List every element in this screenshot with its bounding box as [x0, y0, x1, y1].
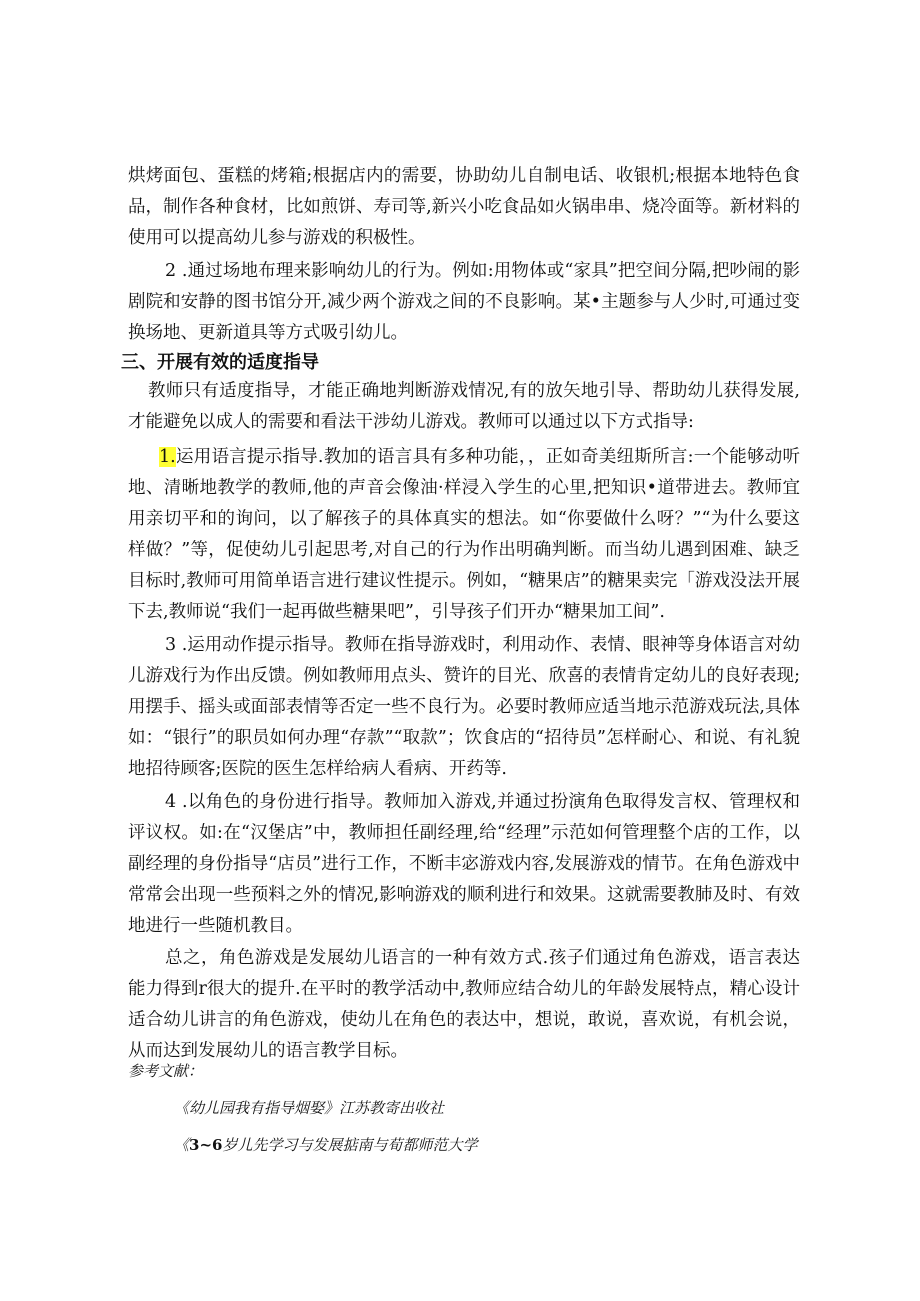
reference-item-2: [174, 1134, 477, 1156]
paragraph-language-guidance-text: 运用语言提示指导.教加的语言具有多种功能，，正如奇美纽斯所言:一个能够动听地、清晰地教学的教师,他的声音会像油·样浸入学生的心里,把知识•道带进去。教师宜用亲切平和的询问，以了解孩子的具体真实的想法。如“你要做什么呀？”“为什么要这样做？”等，促使幼儿引起思考,对自己的行为作出明确判断。而当幼儿遇到困难、缺乏目标时,教师可用简单语言进行建议性提示。例如，“糖果店”的糖果卖完「游戏没法开展下去,教师说“我们一起再做些糖果吧”，引导孩子们开办“糖果加工间”.: [128, 447, 800, 622]
reference-item-2-age-range: 3~6: [189, 1136, 223, 1154]
highlighted-number: 1.: [159, 447, 176, 467]
paragraph-action-guidance: 3 .运用动作提示指导。教师在指导游戏时，利用动作、表情、眼神等身体语言对幼儿游戏行为作出反馈。例如教师用点头、赞许的目光、欣喜的表情肯定幼儿的良好表现;用摆手、摇头或面部表情等否定一些不良行为。必要时教师应适当地示范游戏玩法,具体如：“银行”的职员如何办理“存款”“取款”；饮食店的“招待员”怎样耐心、和说、有礼貌地招待顾客;医院的医生怎样给病人看病、开药等.: [128, 635, 800, 779]
reference-item-2-prefix: 《: [174, 1136, 190, 1154]
paragraph-role-guidance: 4 .以角色的身份进行指导。教师加入游戏,并通过扮演角色取得发言权、管理权和评议权。如:在“汉堡店”中，教师担任副经理,给“经理”示范如何管理整个店的工作，以副经理的身份指导“店员”进行工作，不断丰宓游戏内容,发展游戏的情节。在角色游戏中常常会出现一些预料之外的情况,影响游戏的顺利进行和效果。这就需要教肺及时、有效地进行一些随机教目。: [128, 792, 800, 936]
section-heading: 三、开展有效的适度指导: [121, 352, 319, 373]
references-label: 参考文献：: [128, 1062, 204, 1080]
paragraph-guidance-intro: 教师只有适度指导，才能正确地判断游戏情况,有的放矢地引导、帮助幼儿获得发展,才能避免以成人的需要和看法干涉幼儿游戏。教师可以通过以下方式指导:: [128, 381, 800, 432]
reference-item-1: 《幼儿园我有指导烟娶》江苏教寄出收社: [174, 1099, 445, 1117]
paragraph-materials: 烘烤面包、蛋糕的烤箱;根据店内的需要，协助幼儿自制电话、收银机;根据本地特色食品，制作各种食材，比如煎饼、寿司等,新兴小吃食品如火锅串串、烧冷面等。新材料的使用可以提高幼儿参与游戏的积极性。: [128, 166, 800, 248]
paragraph-venue-layout: 2 .通过场地布理来影响幼儿的行为。例如:用物体或“家具”把空间分隔,把吵闹的影剧院和安静的图书馆分开,减少两个游戏之间的不良影响。某•主题参与人少时,可通过变换场地、更新道具等方式吸引幼儿。: [128, 261, 800, 343]
paragraph-conclusion: 总之，角色游戏是发展幼儿语言的一种有效方式.孩子们通过角色游戏，语言表达能力得到r很大的提升.在平时的教学活动中,教师应结合幼儿的年龄发展特点，精心设计适合幼儿讲言的角色游戏，使幼儿在角色的表达中，想说，敢说，喜欢说，有机会说，从而达到发展幼儿的语言教学目标。: [128, 948, 800, 1061]
reference-item-2-text: 岁儿先学习与发展掂南与荀都师范大学: [222, 1136, 478, 1154]
paragraph-language-guidance: [128, 442, 800, 628]
